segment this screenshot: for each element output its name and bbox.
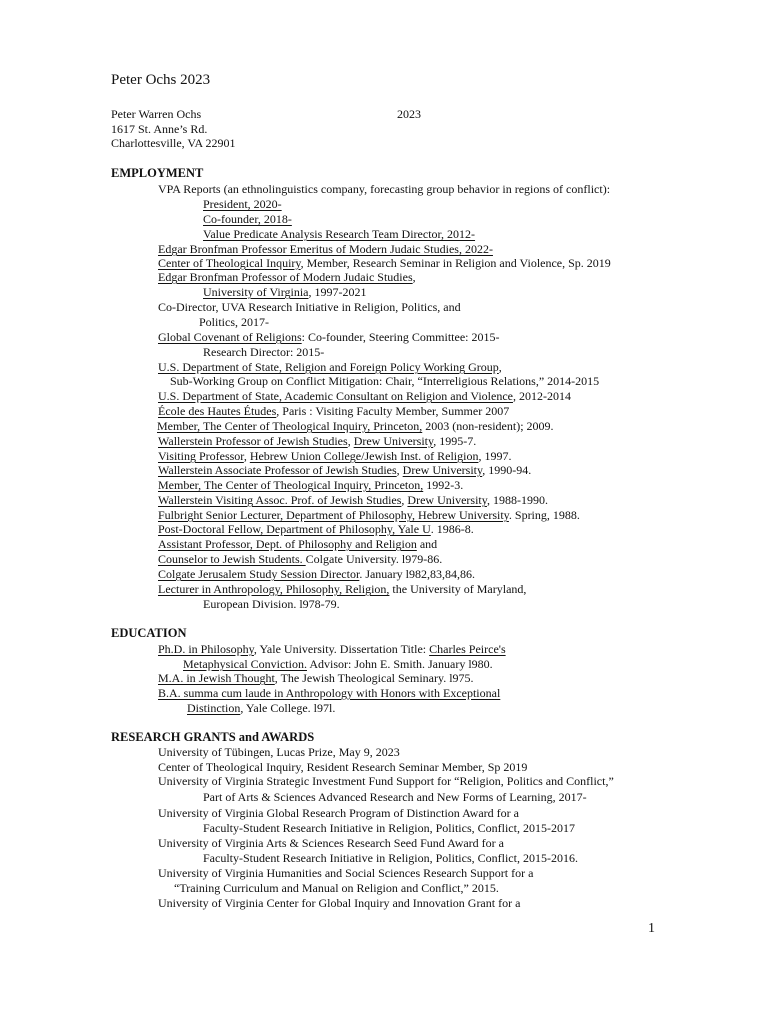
grants-line xyxy=(158,774,614,788)
employment-line-segment: Drew University xyxy=(402,463,483,477)
education-line-segment: Charles Peirce's xyxy=(429,642,506,656)
employment-line-segment: Member, The Center of Theological Inquiry, Princeton, xyxy=(158,478,424,492)
employment-line-segment: , xyxy=(498,360,502,374)
grants-line-segment: University of Virginia Strategic Investment Fund Support for “Religion, Politics and Conflict,” xyxy=(158,774,614,788)
employment-line-segment: 2003 (non-resident); 2009. xyxy=(422,419,554,433)
employment-line xyxy=(158,493,548,507)
author-name: Peter Warren Ochs xyxy=(111,107,202,121)
employment-line-segment: Politics, 2017- xyxy=(199,315,270,329)
education-line xyxy=(158,671,474,685)
employment-line-segment: U.S. Department of State, Religion and Foreign Policy Working Group xyxy=(158,360,499,374)
employment-line-segment: Value Predicate Analysis Research Team Director, 2012- xyxy=(203,227,476,241)
employment-line xyxy=(158,522,474,536)
employment-line xyxy=(158,508,580,522)
employment-line-segment: , xyxy=(396,463,403,477)
employment-line-segment: Counselor to Jewish Students. xyxy=(158,552,306,566)
employment-line-segment: Member, The Center of Theological Inquiry, Princeton, xyxy=(157,419,423,433)
employment-line xyxy=(158,404,509,418)
employment-line-segment: , Member, Research Seminar in Religion and Violence, Sp. 2019 xyxy=(300,256,611,270)
employment-line xyxy=(199,315,269,329)
employment-line-segment: U.S. Department of State, Academic Consultant on Religion and Violence xyxy=(158,389,513,403)
employment-line xyxy=(203,212,292,226)
employment-line xyxy=(158,434,476,448)
employment-line xyxy=(203,227,475,241)
employment-line-segment: and xyxy=(416,537,438,551)
grants-line-segment: Center of Theological Inquiry, Resident Research Seminar Member, Sp 2019 xyxy=(158,760,528,774)
employment-line xyxy=(158,449,511,463)
header-year: 2023 xyxy=(397,107,421,121)
employment-line-segment: Visiting Professor xyxy=(158,449,244,463)
education-line-segment: Distinction xyxy=(187,701,241,715)
grants-heading: RESEARCH GRANTS and AWARDS xyxy=(111,730,315,744)
employment-line xyxy=(158,582,526,596)
education-line-segment: B.A. summa cum laude in Anthropology with Honors with Exceptional xyxy=(158,686,501,700)
address-line-1: 1617 St. Anne’s Rd. xyxy=(111,122,208,136)
employment-line-segment: . Spring, 1988. xyxy=(508,508,580,522)
employment-line-segment: European Division. l978-79. xyxy=(203,597,340,611)
grants-line xyxy=(203,851,578,865)
grants-line xyxy=(158,896,520,910)
employment-line xyxy=(158,182,610,196)
grants-line xyxy=(158,760,527,774)
employment-line xyxy=(170,374,599,388)
employment-line xyxy=(158,360,502,374)
employment-line xyxy=(158,567,475,581)
grants-line-segment: University of Virginia Global Research Program of Distinction Award for a xyxy=(158,806,519,820)
employment-line-segment: , xyxy=(347,434,354,448)
education-line-segment: Advisor: John E. Smith. January l980. xyxy=(306,657,493,671)
employment-line-segment: , Paris : Visiting Faculty Member, Summer 2007 xyxy=(276,404,510,418)
employment-line xyxy=(158,270,416,284)
education-line xyxy=(158,642,506,656)
employment-line-segment: President, 2020- xyxy=(203,197,282,211)
education-line-segment: , Yale University. Dissertation Title: xyxy=(253,642,430,656)
grants-line-segment: Part of Arts & Sciences Advanced Research and New Forms of Learning, 2017- xyxy=(203,790,587,804)
employment-line-segment: Wallerstein Professor of Jewish Studies xyxy=(158,434,348,448)
employment-line-segment: Co-Director, UVA Research Initiative in Religion, Politics, and xyxy=(158,300,461,314)
grants-line-segment: University of Virginia Arts & Sciences Research Seed Fund Award for a xyxy=(158,836,504,850)
employment-line xyxy=(203,285,367,299)
education-line-segment: Metaphysical Conviction. xyxy=(183,657,307,671)
employment-line-segment: Wallerstein Visiting Assoc. Prof. of Jewish Studies xyxy=(158,493,402,507)
employment-line-segment: the University of Maryland, xyxy=(389,582,527,596)
employment-line-segment: Colgate Jerusalem Study Session Director xyxy=(158,567,360,581)
employment-line xyxy=(158,537,437,551)
employment-line-segment: University of Virginia xyxy=(203,285,309,299)
grants-line-segment: University of Virginia Humanities and Social Sciences Research Support for a xyxy=(158,866,534,880)
employment-line-segment: , xyxy=(412,270,416,284)
education-line-segment: , The Jewish Theological Seminary. l975. xyxy=(274,671,474,685)
employment-line xyxy=(158,330,499,344)
grants-line-segment: Faculty-Student Research Initiative in Religion, Politics, Conflict, 2015-2017 xyxy=(203,821,575,835)
employment-line-segment: Hebrew Union College/Jewish Inst. of Religion xyxy=(249,449,479,463)
education-line xyxy=(183,657,493,671)
grants-line-segment: Faculty-Student Research Initiative in Religion, Politics, Conflict, 2015-2016. xyxy=(203,851,578,865)
employment-line xyxy=(158,552,442,566)
grants-line-segment: University of Tübingen, Lucas Prize, May 9, 2023 xyxy=(158,745,400,759)
employment-line-segment: Edgar Bronfman Professor of Modern Judaic Studies xyxy=(158,270,413,284)
employment-line-segment: . 1986-8. xyxy=(430,522,474,536)
employment-line-segment: Co-founder, 2018- xyxy=(203,212,292,226)
employment-line xyxy=(203,197,282,211)
grants-line-segment: “Training Curriculum and Manual on Religion and Conflict,” 2015. xyxy=(174,881,499,895)
education-line-segment: , Yale College. l97l. xyxy=(240,701,336,715)
education-heading: EDUCATION xyxy=(111,626,187,640)
grants-line xyxy=(158,866,533,880)
grants-line xyxy=(158,836,504,850)
employment-line-segment: , 1997-2021 xyxy=(308,285,367,299)
employment-line-segment: Center of Theological Inquiry xyxy=(158,256,301,270)
employment-line xyxy=(203,345,324,359)
grants-line xyxy=(174,881,499,895)
employment-line-segment: École des Hautes Études xyxy=(158,404,277,418)
employment-line-segment: Edgar Bronfman Professor Emeritus of Modern Judaic Studies, 2022- xyxy=(158,242,493,256)
employment-line-segment: , 1990-94. xyxy=(482,463,532,477)
employment-line xyxy=(158,256,611,270)
employment-line-segment: Global Covenant of Religions xyxy=(158,330,302,344)
grants-line xyxy=(158,745,400,759)
employment-line-segment: Lecturer in Anthropology, Philosophy, Religion, xyxy=(158,582,390,596)
employment-line xyxy=(158,389,571,403)
employment-line-segment: : Co-founder, Steering Committee: 2015- xyxy=(301,330,500,344)
employment-line-segment: 1992-3. xyxy=(423,478,464,492)
employment-line xyxy=(158,242,493,256)
education-line-segment: M.A. in Jewish Thought xyxy=(158,671,275,685)
employment-line-segment: , 2012-2014 xyxy=(512,389,571,403)
page-title: Peter Ochs 2023 xyxy=(111,72,211,88)
page-number: 1 xyxy=(648,921,655,936)
employment-line xyxy=(158,463,531,477)
employment-line xyxy=(158,300,461,314)
employment-line-segment: , xyxy=(401,493,408,507)
employment-line-segment: Drew University xyxy=(353,434,434,448)
employment-line-segment: Wallerstein Associate Professor of Jewish Studies xyxy=(158,463,397,477)
employment-line-segment: Research Director: 2015- xyxy=(203,345,325,359)
employment-heading: EMPLOYMENT xyxy=(111,166,204,180)
grants-line xyxy=(158,806,519,820)
employment-line-segment: , 1997. xyxy=(478,449,512,463)
employment-line xyxy=(158,478,463,492)
employment-line-segment: , xyxy=(243,449,250,463)
employment-line-segment: Colgate University. l979-86. xyxy=(305,552,443,566)
employment-line-segment: Sub-Working Group on Conflict Mitigation: Chair, “Interreligious Relations,” 2014-2015 xyxy=(170,374,600,388)
employment-line-segment: Fulbright Senior Lecturer, Department of Philosophy, Hebrew University xyxy=(158,508,509,522)
employment-line-segment: Assistant Professor, Dept. of Philosophy and Religion xyxy=(158,537,417,551)
education-line-segment: Ph.D. in Philosophy xyxy=(158,642,254,656)
grants-line xyxy=(203,821,575,835)
employment-line-segment: Drew University xyxy=(407,493,487,507)
employment-line-segment: Post-Doctoral Fellow, Department of Philosophy, Yale U xyxy=(158,522,431,536)
grants-line-segment: University of Virginia Center for Global Inquiry and Innovation Grant for a xyxy=(158,896,521,910)
employment-line xyxy=(157,419,554,433)
employment-line-segment: , 1995-7. xyxy=(433,434,477,448)
employment-line-segment: . January l982,83,84,86. xyxy=(359,567,475,581)
grants-line xyxy=(203,790,587,804)
employment-line-segment: VPA Reports (an ethnolinguistics company, forecasting group behavior in regions of conflict): xyxy=(158,182,611,196)
employment-line-segment: , 1988-1990. xyxy=(486,493,548,507)
address-line-2: Charlottesville, VA 22901 xyxy=(111,136,236,150)
education-line xyxy=(158,686,500,700)
education-line xyxy=(187,701,335,715)
employment-line xyxy=(203,597,340,611)
